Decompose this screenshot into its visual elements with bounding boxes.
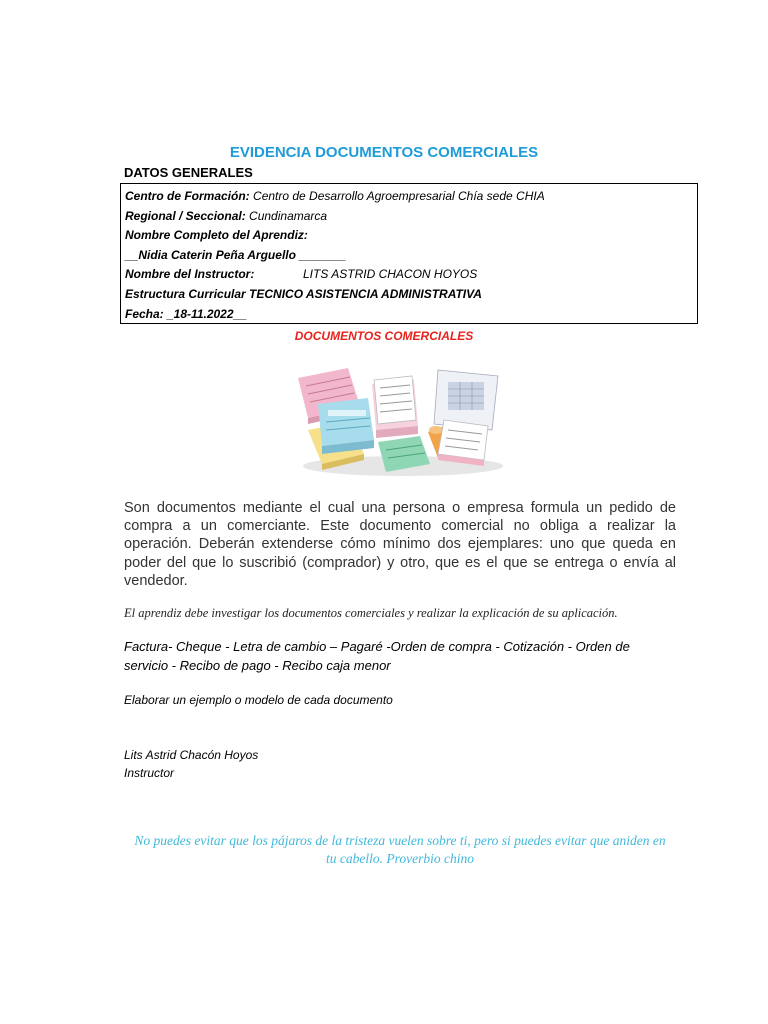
info-row-aprendiz-label: [125, 226, 693, 246]
instructor-value: LITS ASTRID CHACON HOYOS: [303, 267, 478, 282]
signature-name: Lits Astrid Chacón Hoyos: [124, 748, 259, 762]
blue-forms-stack-icon: [318, 398, 374, 454]
documents-list: Factura- Cheque - Letra de cambio – Pagaré -Orden de compra - Cotización - Orden de servicio - Recibo de pago - Recibo caja menor: [124, 639, 630, 673]
centro-value: Centro de Desarrollo Agroempresarial Chía sede CHIA: [249, 189, 545, 203]
aprendiz-value: __Nidia Caterin Peña Arguello _______: [125, 247, 346, 262]
section-label: DATOS GENERALES: [124, 165, 253, 180]
info-row-centro: [125, 187, 693, 207]
general-info-table: [120, 183, 698, 324]
quote-text: No puedes evitar que los pájaros de la tristeza vuelen sobre ti, pero si puedes evitar que aniden en tu cabello. Proverbio chino: [134, 833, 666, 866]
info-row-instructor: [125, 265, 693, 285]
info-row-regional: [125, 207, 693, 227]
aprendiz-label: Nombre Completo del Aprendiz:: [125, 228, 308, 243]
fecha-label: Fecha: _18-11.2022__: [125, 306, 247, 321]
regional-value: Cundinamarca: [245, 208, 328, 223]
centro-label: Centro de Formación:: [125, 189, 250, 203]
estructura-label: Estructura Curricular TECNICO ASISTENCIA ADMINISTRATIVA: [125, 286, 482, 301]
invoice-pad-icon: [372, 376, 418, 438]
info-row-fecha: [125, 305, 693, 325]
elaborate-instruction: Elaborar un ejemplo o modelo de cada documento: [124, 693, 393, 707]
document-title: EVIDENCIA DOCUMENTOS COMERCIALES: [229, 144, 539, 161]
white-form-pad-icon: [438, 420, 488, 466]
info-row-estructura: [125, 285, 693, 305]
info-row-aprendiz-value: [125, 246, 693, 266]
regional-label: Regional / Seccional:: [125, 208, 246, 223]
instructor-label: Nombre del Instructor:: [125, 267, 255, 282]
description-paragraph: Son documentos mediante el cual una persona o empresa formula un pedido de compra a un comerciante. Este documento comercial no obliga a realizar la operación. Deberán extenderse cómo mínimo dos ejemplares: uno que queda en poder del que lo suscribió (comprador) y otro, que es el que se entrega o envía al vendedor.: [124, 500, 676, 589]
signature-block: [124, 746, 258, 782]
documents-subtitle: DOCUMENTOS COMERCIALES: [294, 329, 474, 343]
task-instruction: El aprendiz debe investigar los documentos comerciales y realizar la explicación de su aplicación.: [124, 606, 618, 620]
commercial-documents-illustration: [288, 360, 508, 478]
closing-quote: [0, 832, 768, 868]
signature-role: Instructor: [124, 766, 175, 780]
